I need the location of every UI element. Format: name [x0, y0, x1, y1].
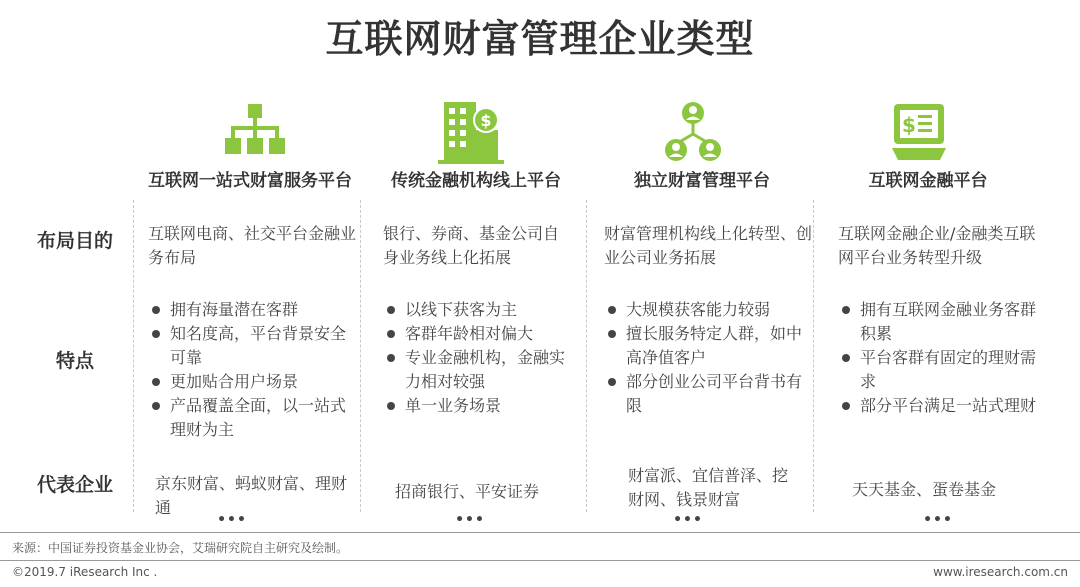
- copyright: ©2019.7 iResearch Inc .: [12, 565, 158, 579]
- column-divider: [586, 200, 587, 512]
- people-network-icon: [660, 100, 726, 166]
- feature-item: 拥有互联网金融业务客群积累: [838, 298, 1038, 346]
- companies-cell: 招商银行、平安证券: [395, 482, 540, 501]
- companies-cell: 京东财富、蚂蚁财富、理财通: [155, 474, 348, 517]
- row-label-purpose: 布局目的: [36, 230, 113, 252]
- features-cell: [383, 298, 568, 418]
- more-ellipsis: •••: [923, 512, 953, 528]
- companies-cell: 天天基金、蛋卷基金: [852, 480, 997, 499]
- feature-item: 擅长服务特定人群，如中高净值客户: [604, 322, 804, 370]
- feature-item: 以线下获客为主: [383, 298, 568, 322]
- feature-item: 专业金融机构，金融实力相对较强: [383, 346, 568, 394]
- page-title: 互联网财富管理企业类型: [325, 17, 755, 61]
- feature-item: 部分创业公司平台背书有限: [604, 370, 804, 418]
- companies-cell: 财富派、宜信普泽、挖财网、钱景财富: [628, 466, 789, 509]
- row-label-features: 特点: [55, 350, 94, 372]
- feature-item: 客群年龄相对偏大: [383, 322, 568, 346]
- svg-text:$: $: [480, 111, 492, 130]
- footer-divider: [0, 560, 1080, 561]
- features-cell: [148, 298, 358, 442]
- svg-text:$: $: [902, 113, 916, 137]
- feature-item: 单一业务场景: [383, 394, 568, 418]
- source-note: 来源：中国证券投资基金业协会，艾瑞研究院自主研究及绘制。: [12, 541, 349, 555]
- feature-item: 产品覆盖全面，以一站式理财为主: [148, 394, 358, 442]
- feature-item: 部分平台满足一站式理财: [838, 394, 1038, 418]
- column-divider: [133, 200, 134, 512]
- feature-item: 拥有海量潜在客群: [148, 298, 358, 322]
- feature-item: 大规模获客能力较弱: [604, 298, 804, 322]
- more-ellipsis: •••: [217, 512, 247, 528]
- column-header-independent: 独立财富管理平台: [634, 171, 770, 191]
- org-chart-icon: [222, 100, 288, 166]
- feature-item: 平台客群有固定的理财需求: [838, 346, 1038, 394]
- bank-building-icon: [438, 100, 504, 166]
- features-cell: [604, 298, 804, 418]
- more-ellipsis: •••: [673, 512, 703, 528]
- column-header-one-stop: 互联网一站式财富服务平台: [148, 171, 352, 191]
- purpose-cell: 财富管理机构线上化转型、创业公司业务拓展: [604, 224, 813, 267]
- column-header-internet-finance: 互联网金融平台: [868, 171, 988, 191]
- footer-divider: [0, 532, 1080, 533]
- purpose-cell: 互联网电商、社交平台金融业务布局: [148, 224, 357, 267]
- features-cell: [838, 298, 1038, 418]
- purpose-cell: 银行、券商、基金公司自身业务线上化拓展: [383, 224, 560, 267]
- purpose-cell: 互联网金融企业/金融类互联网平台业务转型升级: [838, 224, 1036, 267]
- row-label-companies: 代表企业: [36, 474, 113, 496]
- website-link: www.iresearch.com.cn: [933, 565, 1068, 579]
- column-header-traditional: 传统金融机构线上平台: [391, 171, 561, 191]
- feature-item: 更加贴合用户场景: [148, 370, 358, 394]
- feature-item: 知名度高，平台背景安全可靠: [148, 322, 358, 370]
- more-ellipsis: •••: [455, 512, 485, 528]
- finance-terminal-icon: [886, 100, 952, 166]
